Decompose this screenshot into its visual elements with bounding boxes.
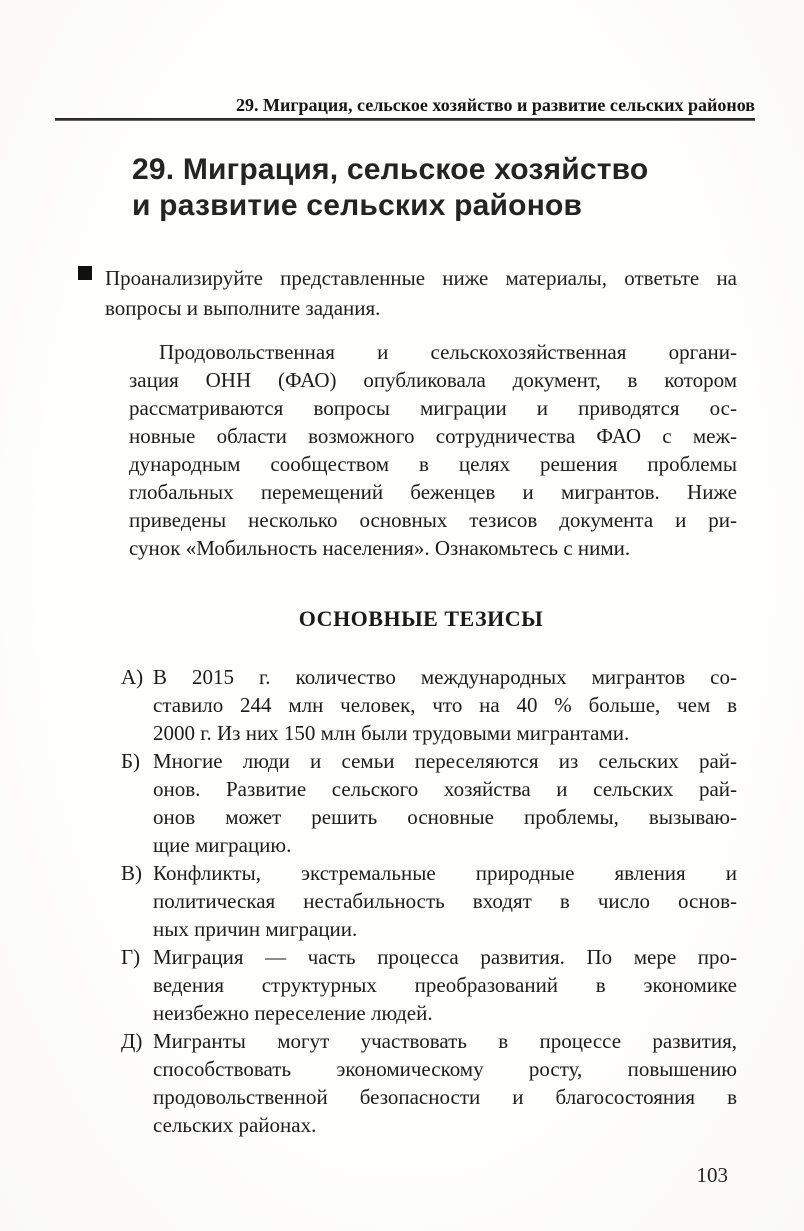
thesis-text <box>153 663 737 747</box>
thesis-label: Д) <box>121 1029 143 1053</box>
thesis-text <box>153 859 737 943</box>
thesis-item-b <box>121 747 737 859</box>
text-line: новные области возможного сотрудничества ФАО с меж- <box>129 424 737 448</box>
intro-paragraph <box>129 338 737 562</box>
text-line: В 2015 г. количество международных мигрантов со- <box>153 665 737 689</box>
thesis-item-d <box>121 1027 737 1139</box>
text-line: Проанализируйте представленные ниже материалы, ответьте на <box>105 266 737 290</box>
running-header: 29. Миграция, сельское хозяйство и развитие сельских районов <box>235 95 755 115</box>
chapter-title <box>132 152 648 224</box>
text-line: 2000 г. Из них 150 млн были трудовыми мигрантами. <box>153 721 630 745</box>
text-line: глобальных перемещений беженцев и мигрантов. Ниже <box>129 480 737 504</box>
thesis-label: А) <box>121 665 144 689</box>
chapter-title-line-1: 29. Миграция, сельское хозяйство <box>132 153 649 186</box>
text-line: приведены несколько основных тезисов документа и ри- <box>129 508 737 532</box>
thesis-item-a <box>121 663 737 747</box>
text-line: зация ОНН (ФАО) опубликовала документ, в котором <box>129 368 737 392</box>
thesis-label: Б) <box>121 749 141 773</box>
text-line: онов может решить основные проблемы, вызываю- <box>153 805 737 829</box>
text-line: сунок «Мобильность населения». Ознакомьтесь с ними. <box>129 536 631 560</box>
text-line: вопросы и выполните задания. <box>105 296 381 320</box>
page-number: 103 <box>696 1163 728 1187</box>
thesis-text <box>153 943 737 1027</box>
text-line: Конфликты, экстремальные природные явления и <box>153 861 737 885</box>
chapter-title-line-2: и развитие сельских районов <box>132 189 583 222</box>
task-instruction <box>78 263 737 323</box>
text-line: ных причин миграции. <box>153 917 358 941</box>
thesis-item-v <box>121 859 737 943</box>
text-line: сельских районах. <box>153 1113 317 1137</box>
thesis-text <box>153 747 737 859</box>
thesis-label: В) <box>121 861 142 885</box>
text-line: Миграция — часть процесса развития. По мере про- <box>153 945 737 969</box>
thesis-text <box>153 1027 737 1139</box>
header-rule-divider <box>55 118 755 121</box>
text-line: ведения структурных преобразований в экономике <box>153 973 737 997</box>
text-line: Продовольственная и сельскохозяйственная органи- <box>159 340 737 364</box>
text-line: политическая нестабильность входят в число основ- <box>153 889 737 913</box>
text-line: Мигранты могут участвовать в процессе развития, <box>153 1029 737 1053</box>
text-line: неизбежно переселение людей. <box>153 1001 433 1025</box>
thesis-label: Г) <box>121 945 141 969</box>
text-line: дународным сообществом в целях решения проблемы <box>129 452 737 476</box>
text-line: ставило 244 млн человек, что на 40 % больше, чем в <box>153 693 737 717</box>
text-line: Многие люди и семьи переселяются из сельских рай- <box>153 749 737 773</box>
black-square-bullet-icon <box>78 266 92 280</box>
text-line: рассматриваются вопросы миграции и приводятся ос- <box>129 396 737 420</box>
text-line: онов. Развитие сельского хозяйства и сельских рай- <box>153 777 737 801</box>
text-line: продовольственной безопасности и благосостояния в <box>153 1085 737 1109</box>
section-heading: ОСНОВНЫЕ ТЕЗИСЫ <box>298 606 544 631</box>
text-line: щие миграцию. <box>153 833 292 857</box>
thesis-item-g <box>121 943 737 1027</box>
text-line: способствовать экономическому росту, повышению <box>153 1057 737 1081</box>
theses-list <box>121 663 737 1139</box>
task-text <box>105 263 737 323</box>
